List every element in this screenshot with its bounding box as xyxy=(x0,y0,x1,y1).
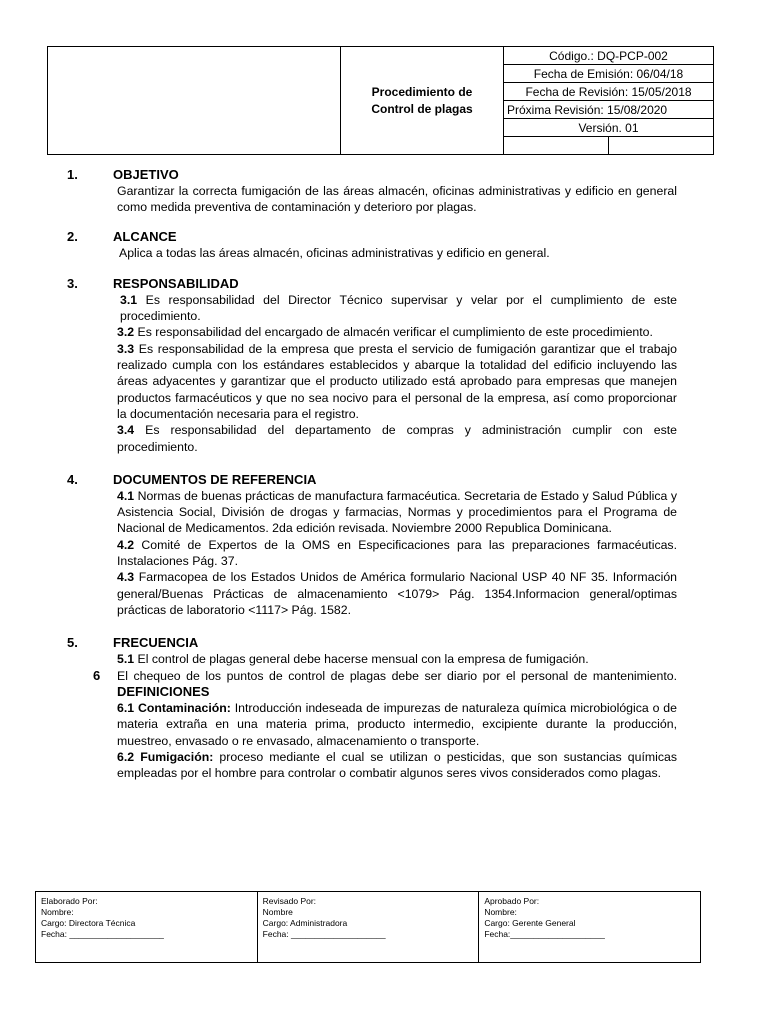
footer-role: Cargo: Administradora xyxy=(262,918,348,928)
item-text: Es responsabilidad del departamento de compras y administración cumplir con este procedimiento. xyxy=(117,423,677,454)
section-frecuencia xyxy=(67,634,678,781)
section-alcance xyxy=(67,228,677,261)
version: Versión. 01 xyxy=(504,119,714,137)
document-body xyxy=(67,166,678,782)
list-item xyxy=(117,569,677,618)
section-title: FRECUENCIA xyxy=(113,635,199,651)
list-item xyxy=(93,667,677,701)
item-number: 4.3 xyxy=(117,570,135,585)
footer-name: Nombre: xyxy=(484,907,517,917)
item-number: 3.3 xyxy=(117,341,135,356)
item-number: 5.1 xyxy=(117,652,135,667)
item-number: 3.4 xyxy=(117,423,135,438)
section-number: 6 xyxy=(93,667,101,683)
document-header xyxy=(47,46,714,155)
item-number: 3.2 xyxy=(117,325,135,340)
section-objetivo xyxy=(67,166,677,216)
list-item xyxy=(117,422,677,455)
footer-name: Nombre xyxy=(262,907,293,917)
section-number: 2. xyxy=(67,228,78,244)
title-line-2: Control de plagas xyxy=(371,101,473,116)
section-number: 3. xyxy=(67,275,78,291)
item-number: 4.1 xyxy=(117,488,135,503)
document-title xyxy=(341,47,504,155)
empty-cell-right xyxy=(609,137,714,155)
item-number: 6.1 Contaminación: xyxy=(117,701,231,716)
item-number: 4.2 xyxy=(117,537,135,552)
list-item xyxy=(117,324,677,340)
item-text: Es responsabilidad del Director Técnico supervisar y velar por el cumplimiento de este procedimiento. xyxy=(120,292,677,324)
footer-revisado xyxy=(257,892,479,963)
empty-cell-left xyxy=(504,137,609,155)
footer-role: Cargo: Directora Técnica xyxy=(41,918,136,928)
item-number: 3.1 xyxy=(120,292,138,307)
item-text: Es responsabilidad del encargado de almacén verificar el cumplimiento de este procedimiento. xyxy=(134,325,653,340)
section-title: DOCUMENTOS DE REFERENCIA xyxy=(113,471,317,487)
item-text: El control de plagas general debe hacerse mensual con la empresa de fumigación. xyxy=(134,652,589,667)
footer-date: Fecha:____________________ xyxy=(484,929,605,939)
item-text: Farmacopea de los Estados Unidos de América formulario Nacional USP 40 NF 35. Información general/Buenas Prácticas de almacenamiento <1079> Pág. 1354.Informacion general/optimas prácticas de laboratorio <1117> Pág. 1582. xyxy=(117,570,677,617)
fecha-revision: Fecha de Revisión: 15/05/2018 xyxy=(504,83,714,101)
item-number: 6.2 Fumigación: xyxy=(117,750,214,765)
section-title: ALCANCE xyxy=(113,228,177,244)
footer-label: Revisado Por: xyxy=(262,896,317,906)
section-number: 4. xyxy=(67,471,78,487)
section-documentos xyxy=(67,471,677,618)
footer-label: Elaborado Por: xyxy=(41,896,98,906)
list-item xyxy=(117,749,677,782)
footer-label: Aprobado Por: xyxy=(484,896,540,906)
section-number: 5. xyxy=(67,635,78,651)
section-title: OBJETIVO xyxy=(113,167,179,182)
logo-area xyxy=(48,47,341,155)
section-title: DEFINICIONES xyxy=(117,683,210,699)
item-text: Normas de buenas prácticas de manufactura farmacéutica. Secretaria de Estado y Salud Pública y Asistencia Social, División de drogas y farmacias, Normas y procedimientos para el Programa de Nacional de Medicamentos. 2da edición revisada. Noviembre 2000 Republica Dominicana. xyxy=(117,488,677,536)
item-text: El chequeo de los puntos de control de plagas debe ser diario por el personal de mantenimiento. xyxy=(117,668,677,683)
list-item xyxy=(117,292,677,325)
section-responsabilidad xyxy=(67,275,677,455)
section-title: RESPONSABILIDAD xyxy=(113,275,239,291)
fecha-emision: Fecha de Emisión: 06/04/18 xyxy=(504,65,714,83)
footer-elaborado xyxy=(36,892,258,963)
footer-aprobado xyxy=(479,892,701,963)
item-text: Comité de Expertos de la OMS en Especificaciones para las preparaciones farmacéuticas. Instalaciones Pág. 37. xyxy=(117,537,677,569)
title-line-1: Procedimiento de xyxy=(371,84,473,99)
footer-name: Nombre: xyxy=(41,907,74,917)
list-item xyxy=(117,341,677,422)
section-number: 1. xyxy=(67,167,78,182)
proxima-revision: Próxima Revisión: 15/08/2020 xyxy=(504,101,714,119)
item-text: proceso mediante el cual se utilizan o pesticidas, que son sustancias químicas empleadas por el hombre para controlar o combatir algunos seres vivos considerados como plagas. xyxy=(117,750,678,781)
footer-date: Fecha: ____________________ xyxy=(262,929,386,939)
item-text: Introducción indeseada de impurezas de naturaleza química microbiológica o de materia extraña en una materia prima, producto intermedio, excipiente durante la producción, muestreo, envasado o re envasado, almacenamiento o transporte. xyxy=(117,701,677,748)
list-item xyxy=(117,537,677,570)
footer-role: Cargo: Gerente General xyxy=(484,918,576,928)
list-item xyxy=(117,488,677,537)
section-text: Garantizar la correcta fumigación de las áreas almacén, oficinas administrativas y edificio en general como medida preventiva de contaminación y deterioro por plagas. xyxy=(117,184,677,215)
signature-footer xyxy=(35,891,701,963)
list-item xyxy=(117,651,677,667)
footer-date: Fecha: ____________________ xyxy=(41,929,164,939)
item-text: Es responsabilidad de la empresa que presta el servicio de fumigación garantizar que el trabajo realizado cumpla con los estándares establecidos y abarque la totalidad del edificio incluyendo las áreas adyacentes y garantizar que el producto utilizado está aprobado para empresas que manejen productos farmacéuticos y que no sea nocivo para el personal de la empresa, así como proporcionar la documentación necesaria para el registro. xyxy=(117,341,677,421)
list-item xyxy=(117,700,677,749)
codigo: Código.: DQ-PCP-002 xyxy=(504,47,714,65)
section-text: Aplica a todas las áreas almacén, oficinas administrativas y edificio en general. xyxy=(119,245,550,260)
